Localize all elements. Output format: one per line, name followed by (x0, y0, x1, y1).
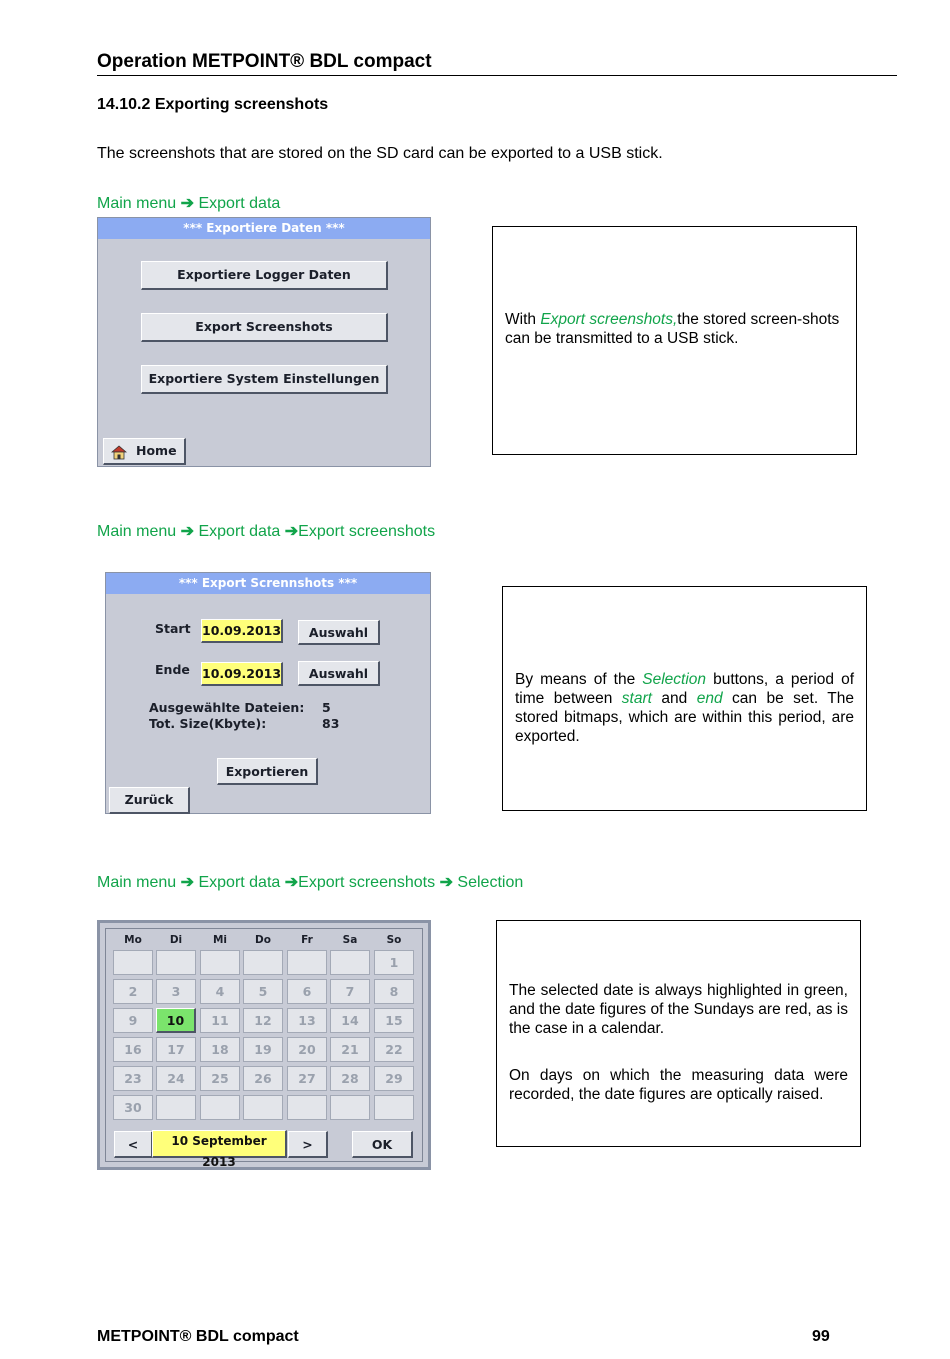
note-text: With (505, 311, 541, 328)
calendar-screen (97, 920, 431, 1170)
breadcrumb-item: Selection (457, 874, 524, 891)
calendar-day[interactable]: 19 (243, 1037, 283, 1062)
next-month-button[interactable]: > (288, 1131, 328, 1158)
breadcrumb-item: Main menu (97, 195, 177, 212)
breadcrumb-item: Export data (198, 523, 281, 540)
calendar-day[interactable]: 16 (113, 1037, 153, 1062)
calendar-day[interactable]: 23 (113, 1066, 153, 1091)
calendar-day[interactable]: 15 (374, 1008, 414, 1033)
breadcrumb-item: Export data (198, 874, 281, 891)
note-calendar (496, 920, 861, 1147)
calendar-day[interactable]: 11 (200, 1008, 240, 1033)
day-name: So (386, 934, 402, 946)
breadcrumb-item: Main menu (97, 874, 177, 891)
day-name: Fr (301, 934, 313, 946)
selected-files-value: 5 (322, 700, 331, 715)
calendar-day[interactable]: 30 (113, 1095, 153, 1120)
calendar-day[interactable]: 14 (330, 1008, 370, 1033)
home-label: Home (136, 443, 177, 458)
note-selection (502, 586, 867, 811)
footer-title: METPOINT® BDL compact (97, 1328, 299, 1345)
home-button[interactable] (103, 438, 186, 465)
breadcrumb-item: Export screenshots (298, 874, 436, 891)
calendar-day[interactable]: 18 (200, 1037, 240, 1062)
calendar-empty-cell (113, 950, 153, 975)
breadcrumb-selection (97, 872, 523, 892)
calendar-day[interactable]: 17 (156, 1037, 196, 1062)
calendar-frame (105, 928, 423, 1169)
calendar-day[interactable]: 26 (243, 1066, 283, 1091)
selected-files-label: Ausgewählte Dateien: (149, 700, 305, 715)
arrow-right-icon: ➔ (439, 874, 453, 891)
calendar-empty-cell (156, 950, 196, 975)
arrow-right-icon: ➔ (180, 874, 195, 891)
calendar-empty-cell (330, 950, 370, 975)
day-name: Mi (212, 934, 228, 946)
month-label: 10 September 2013 (152, 1130, 287, 1158)
day-name: Di (169, 934, 183, 946)
calendar-day[interactable]: 6 (287, 979, 327, 1004)
calendar-empty-cell (200, 950, 240, 975)
intro-text: The screenshots that are stored on the SD card can be exported to a USB stick. (97, 145, 663, 162)
arrow-right-icon: ➔ (284, 874, 299, 891)
page-title: Operation METPOINT® BDL compact (97, 51, 432, 72)
start-date-field[interactable]: 10.09.2013 (201, 619, 283, 643)
prev-month-button[interactable]: < (114, 1131, 153, 1158)
calendar-day[interactable]: 9 (113, 1008, 153, 1033)
calendar-empty-cell (287, 950, 327, 975)
calendar-day[interactable]: 28 (330, 1066, 370, 1091)
arrow-right-icon: ➔ (284, 523, 299, 540)
calendar-day[interactable]: 27 (287, 1066, 327, 1091)
calendar-day[interactable]: 5 (243, 979, 283, 1004)
breadcrumb-export-data (97, 193, 280, 213)
start-label: Start (155, 621, 191, 636)
note-highlight: end (696, 690, 723, 707)
export-data-screen (97, 217, 431, 467)
page-header (97, 50, 897, 76)
calendar-day[interactable]: 10 (156, 1008, 196, 1033)
note-paragraph: The selected date is always highlighted in green, and the date figures of the Sundays are red, as is the case in a calendar. (509, 982, 848, 1037)
note-text: the stored screen-shots can be transmitted to a USB stick. (505, 311, 840, 347)
calendar-day[interactable]: 8 (374, 979, 414, 1004)
note-highlight: Export screenshots, (540, 311, 678, 328)
export-screenshots-screen (105, 572, 431, 814)
note-text: By means of the (515, 671, 643, 688)
home-icon (111, 444, 127, 459)
calendar-day[interactable]: 13 (287, 1008, 327, 1033)
end-select-button[interactable]: Auswahl (298, 661, 380, 686)
calendar-day[interactable]: 3 (156, 979, 196, 1004)
calendar-day[interactable]: 7 (330, 979, 370, 1004)
export-logger-data-button[interactable]: Exportiere Logger Daten (141, 261, 388, 290)
section-title: 14.10.2 Exporting screenshots (97, 96, 329, 113)
note-paragraph: On days on which the measuring data were recorded, the date figures are optically raised. (509, 1067, 848, 1103)
breadcrumb-item: Export data (198, 195, 281, 212)
calendar-day[interactable]: 1 (374, 950, 414, 975)
calendar-day[interactable]: 22 (374, 1037, 414, 1062)
calendar-day[interactable]: 20 (287, 1037, 327, 1062)
calendar-day[interactable]: 2 (113, 979, 153, 1004)
calendar-empty-cell (243, 950, 283, 975)
screen-title: *** Exportiere Daten *** (98, 218, 430, 239)
calendar-empty-cell (374, 1095, 414, 1120)
start-select-button[interactable]: Auswahl (298, 620, 380, 645)
breadcrumb-item: Main menu (97, 523, 177, 540)
export-system-settings-button[interactable]: Exportiere System Einstellungen (141, 365, 388, 394)
calendar-day[interactable]: 4 (200, 979, 240, 1004)
breadcrumb-export-screenshots (97, 521, 435, 541)
calendar-empty-cell (156, 1095, 196, 1120)
total-size-value: 83 (322, 716, 340, 731)
page-number: 99 (812, 1328, 830, 1345)
ok-button[interactable]: OK (352, 1131, 413, 1158)
end-label: Ende (155, 662, 190, 677)
calendar-day[interactable]: 24 (156, 1066, 196, 1091)
note-highlight: Selection (642, 671, 707, 688)
calendar-day[interactable]: 29 (374, 1066, 414, 1091)
end-date-field[interactable]: 10.09.2013 (201, 662, 283, 686)
note-highlight: start (621, 690, 652, 707)
calendar-empty-cell (330, 1095, 370, 1120)
calendar-day[interactable]: 25 (200, 1066, 240, 1091)
back-button[interactable]: Zurück (109, 787, 190, 814)
day-name: Mo (124, 934, 142, 946)
total-size-label: Tot. Size(Kbyte): (149, 716, 267, 731)
screen-title: *** Export Scrennshots *** (106, 573, 430, 594)
export-button[interactable]: Exportieren (217, 758, 318, 785)
export-screenshots-button[interactable]: Export Screenshots (141, 313, 388, 342)
calendar-day[interactable]: 21 (330, 1037, 370, 1062)
arrow-right-icon: ➔ (180, 523, 195, 540)
day-name: Do (255, 934, 271, 946)
arrow-right-icon: ➔ (180, 195, 195, 212)
note-text: buttons, a period of time between (515, 671, 854, 707)
calendar-empty-cell (287, 1095, 327, 1120)
note-text: can be set. The stored bitmaps, which are within this period, are exported. (515, 690, 855, 745)
day-name: Sa (342, 934, 358, 946)
breadcrumb-item: Export screenshots (298, 523, 436, 540)
calendar-empty-cell (200, 1095, 240, 1120)
note-text: and (651, 690, 697, 707)
calendar-empty-cell (243, 1095, 283, 1120)
calendar-day[interactable]: 12 (243, 1008, 283, 1033)
note-export-screenshots (492, 226, 857, 455)
